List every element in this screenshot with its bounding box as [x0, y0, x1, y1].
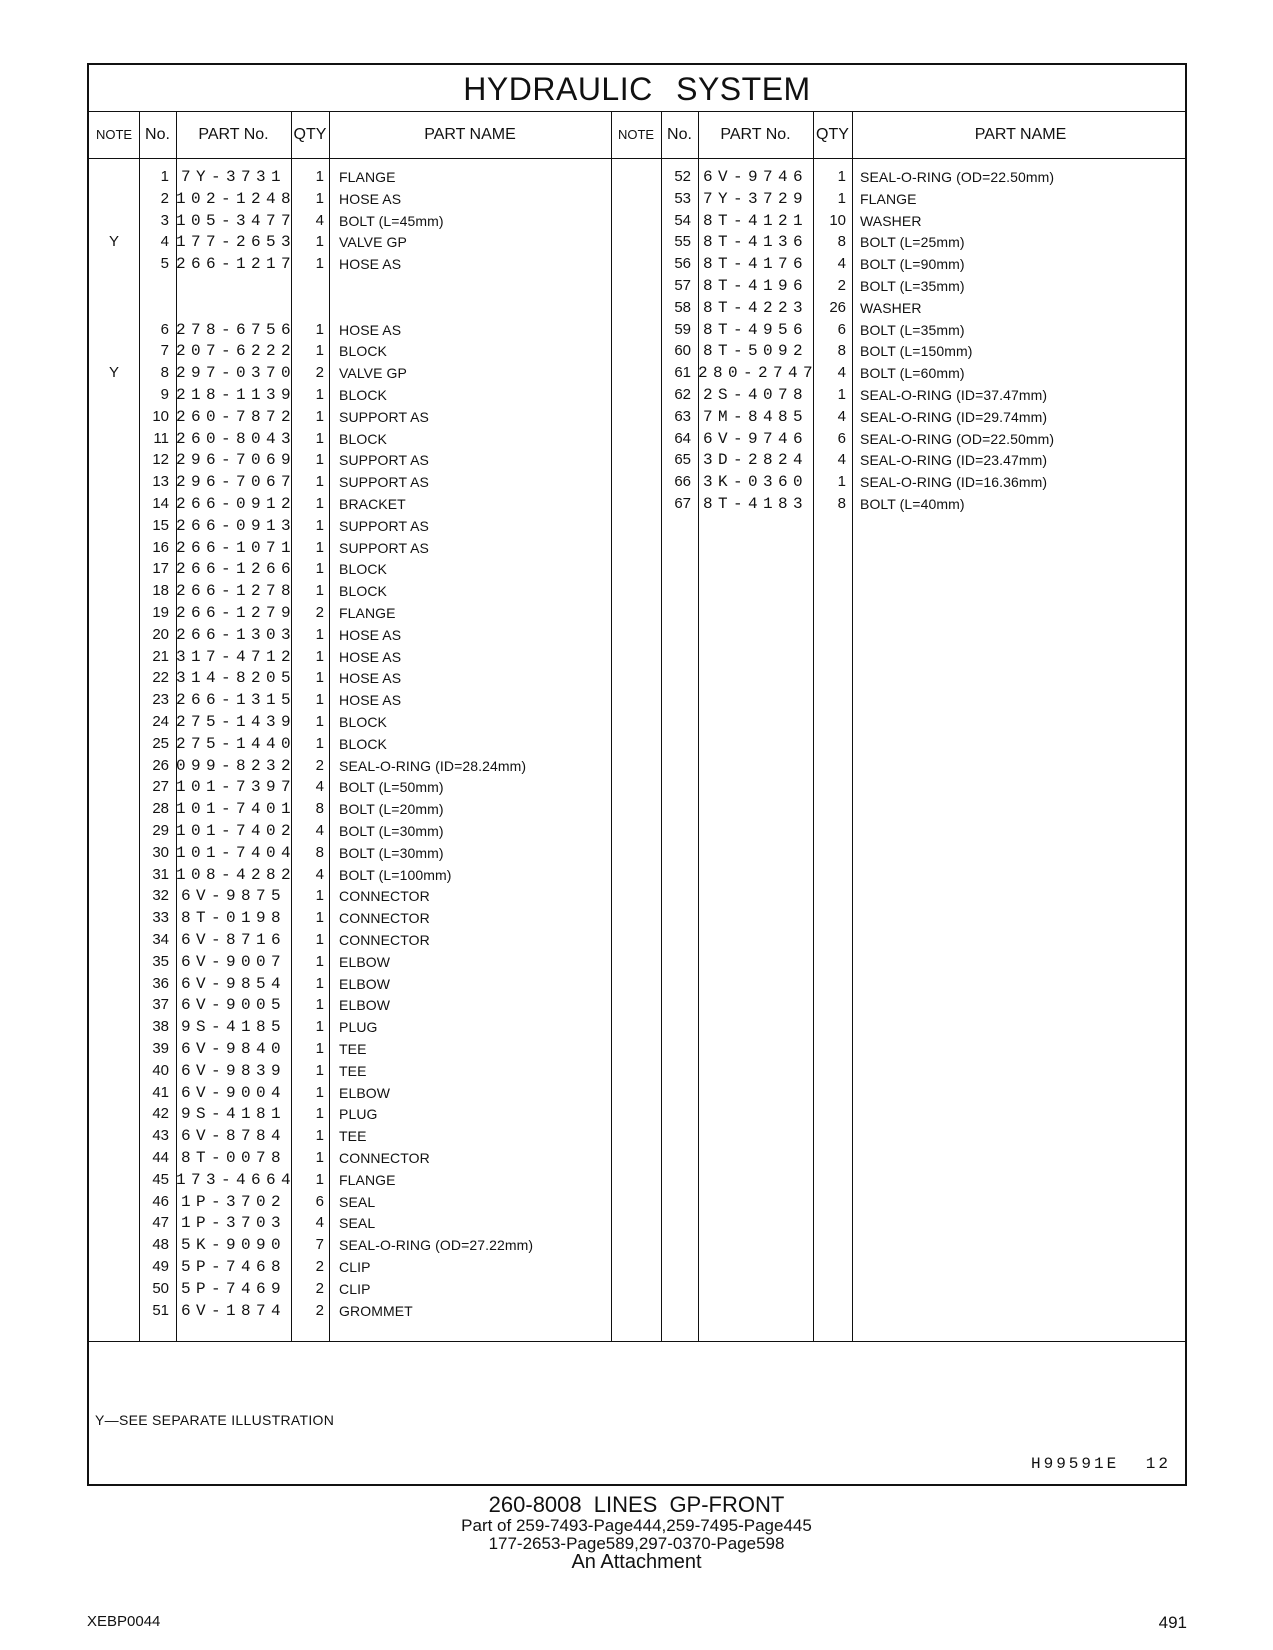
row-item-number: 18	[152, 582, 169, 600]
row-quantity: 1	[315, 974, 324, 992]
row-part-number: 6V-9840	[180, 1040, 286, 1058]
row-part-name: SUPPORT AS	[339, 408, 429, 425]
row-part-number: 102-1248	[176, 189, 297, 208]
divider	[89, 158, 1185, 159]
row-quantity: 1	[315, 495, 324, 512]
row-quantity: 2	[315, 756, 324, 774]
row-part-number: 266-1217	[176, 255, 297, 274]
row-quantity: 8	[837, 233, 846, 251]
row-item-number: 17	[152, 560, 169, 578]
header-qty: QTY	[816, 126, 849, 143]
row-item-number: 54	[674, 211, 691, 229]
row-item-number: 58	[674, 298, 691, 316]
row-quantity: 2	[315, 604, 324, 621]
row-quantity: 4	[315, 822, 324, 839]
row-quantity: 4	[315, 778, 324, 796]
row-item-number: 41	[152, 1083, 169, 1101]
row-part-name: BOLT (L=60mm)	[860, 365, 965, 382]
row-part-number: 8T-4223	[702, 298, 808, 317]
row-part-name: CONNECTOR	[339, 888, 430, 905]
row-part-number: 101-7401	[176, 800, 297, 819]
row-item-number: 42	[152, 1105, 169, 1123]
row-part-name: ELBOW	[339, 953, 391, 970]
row-part-number: 177-2653	[176, 233, 297, 252]
row-part-name: CONNECTOR	[339, 1150, 430, 1166]
row-item-number: 65	[674, 451, 691, 469]
row-part-number: 8T-4136	[702, 233, 808, 252]
row-part-number: 6V-9746	[702, 168, 808, 186]
row-item-number: 28	[152, 800, 169, 818]
row-item-number: 8	[160, 364, 169, 382]
caption-pages: 177-2653-Page589,297-0370-Page598	[488, 1534, 785, 1553]
parts-table-frame	[87, 63, 1187, 1486]
row-part-name: VALVE GP	[339, 234, 407, 251]
row-part-name: SEAL-O-RING (ID=16.36mm)	[860, 474, 1048, 491]
row-item-number: 2	[160, 189, 169, 207]
row-item-number: 20	[152, 625, 169, 643]
row-part-number: 275-1439	[176, 713, 297, 731]
row-item-number: 3	[160, 211, 169, 229]
row-item-number: 40	[152, 1061, 169, 1079]
row-part-number: 2S-4078	[702, 386, 808, 404]
row-part-number: 5K-9090	[180, 1236, 286, 1255]
row-part-number: 296-7069	[176, 451, 297, 470]
row-item-number: 47	[152, 1214, 169, 1232]
row-quantity: 4	[837, 451, 846, 469]
row-part-name: TEE	[339, 1041, 367, 1057]
row-part-name: ELBOW	[339, 1084, 391, 1101]
row-quantity: 1	[315, 451, 324, 469]
row-part-number: 9S-4185	[180, 1018, 286, 1037]
row-quantity: 2	[315, 1301, 324, 1319]
row-item-number: 37	[152, 996, 169, 1014]
row-item-number: 67	[674, 495, 691, 512]
row-part-name: CLIP	[339, 1259, 371, 1275]
header-no: No.	[145, 126, 170, 143]
row-part-number: 6V-9004	[180, 1083, 286, 1102]
row-part-number: 317-4712	[176, 647, 297, 666]
row-quantity: 1	[315, 255, 324, 273]
row-part-name: ELBOW	[339, 997, 391, 1014]
row-part-name: GROMMET	[339, 1302, 413, 1319]
row-item-number: 44	[152, 1149, 169, 1166]
row-part-name: FLANGE	[339, 1171, 396, 1188]
row-quantity: 1	[315, 909, 324, 927]
row-quantity: 4	[315, 865, 324, 883]
row-quantity: 1	[315, 669, 324, 687]
row-item-number: 52	[674, 168, 691, 185]
row-item-number: 9	[160, 386, 169, 403]
row-item-number: 32	[152, 887, 169, 905]
row-item-number: 31	[152, 865, 169, 883]
row-part-number: 266-1071	[176, 538, 297, 557]
row-quantity: 1	[315, 1105, 324, 1123]
row-part-number: 296-7067	[176, 473, 297, 492]
row-part-name: SUPPORT AS	[339, 539, 429, 556]
row-item-number: 4	[160, 233, 169, 251]
row-part-name: HOSE AS	[339, 648, 402, 665]
row-part-name: BLOCK	[339, 343, 387, 360]
row-item-number: 56	[674, 255, 691, 273]
row-quantity: 1	[315, 734, 324, 752]
header-note: NOTE	[617, 127, 655, 142]
row-part-name: BOLT (L=90mm)	[860, 256, 965, 273]
row-part-name: BOLT (L=150mm)	[860, 343, 973, 360]
row-item-number: 14	[152, 495, 169, 512]
row-quantity: 1	[315, 342, 324, 360]
header-part-no: PART No.	[720, 126, 791, 143]
row-part-name: FLANGE	[339, 169, 396, 185]
row-part-number: 9S-4181	[180, 1105, 286, 1124]
row-part-number: 7Y-3729	[702, 189, 808, 208]
row-item-number: 64	[674, 429, 691, 447]
row-part-name: PLUG	[339, 1106, 378, 1123]
row-item-number: 66	[674, 473, 691, 491]
row-part-name: HOSE AS	[339, 256, 402, 273]
row-item-number: 24	[152, 713, 169, 730]
row-item-number: 46	[152, 1192, 169, 1210]
row-quantity: 6	[837, 320, 846, 338]
row-part-name: SEAL-O-RING (OD=22.50mm)	[860, 430, 1055, 447]
row-quantity: 1	[315, 713, 324, 730]
row-part-name: SUPPORT AS	[339, 474, 429, 491]
divider	[89, 1341, 1185, 1342]
row-item-number: 7	[160, 342, 169, 360]
row-part-number: 108-4282	[176, 865, 297, 884]
document-code: XEBP0044	[87, 1613, 161, 1630]
row-quantity: 1	[837, 189, 846, 207]
row-part-number: 101-7402	[176, 822, 297, 840]
row-part-number: 275-1440	[176, 734, 297, 753]
row-item-number: 51	[152, 1301, 169, 1319]
row-item-number: 12	[152, 451, 169, 469]
row-part-number: 260-7872	[176, 407, 297, 426]
row-quantity: 2	[315, 364, 324, 382]
row-item-number: 22	[152, 669, 169, 687]
row-item-number: 26	[152, 756, 169, 774]
row-part-name: HOSE AS	[339, 626, 402, 643]
row-part-number: 314-8205	[176, 669, 297, 688]
row-item-number: 29	[152, 822, 169, 839]
row-item-number: 36	[152, 974, 169, 992]
row-quantity: 1	[315, 189, 324, 207]
page-number: 491	[1158, 1613, 1187, 1632]
row-item-number: 61	[674, 364, 691, 382]
row-part-name: ELBOW	[339, 975, 391, 992]
row-part-name: BOLT (L=25mm)	[860, 234, 965, 251]
row-part-name: FLANGE	[860, 190, 917, 207]
row-item-number: 21	[152, 647, 169, 665]
row-quantity: 1	[315, 429, 324, 447]
row-quantity: 1	[315, 473, 324, 491]
row-part-name: BOLT (L=35mm)	[860, 278, 965, 294]
row-part-name: BLOCK	[339, 430, 387, 447]
row-part-name: SEAL-O-RING (ID=28.24mm)	[339, 757, 527, 774]
row-quantity: 1	[315, 952, 324, 970]
row-item-number: 1	[160, 168, 169, 185]
row-part-number: 278-6756	[176, 320, 297, 339]
row-part-name: BOLT (L=30mm)	[339, 844, 444, 861]
row-part-name: SEAL-O-RING (OD=22.50mm)	[860, 169, 1055, 185]
row-item-number: 50	[152, 1279, 169, 1297]
row-quantity: 6	[315, 1192, 324, 1210]
row-part-name: CONNECTOR	[339, 910, 430, 927]
row-part-number: 207-6222	[176, 342, 297, 361]
row-item-number: 45	[152, 1170, 169, 1188]
row-quantity: 4	[315, 211, 324, 229]
row-quantity: 1	[315, 582, 324, 600]
row-quantity: 1	[315, 647, 324, 665]
row-quantity: 1	[315, 320, 324, 338]
row-part-number: 8T-5092	[702, 342, 808, 361]
row-part-name: SEAL-O-RING (ID=23.47mm)	[860, 452, 1048, 469]
row-part-number: 266-0912	[176, 495, 297, 513]
reference-code: H99591E 12	[1030, 1455, 1171, 1473]
row-part-name: BOLT (L=50mm)	[339, 779, 444, 796]
row-part-name: BOLT (L=40mm)	[860, 496, 965, 512]
row-part-number: 218-1139	[176, 386, 297, 404]
row-quantity: 1	[315, 996, 324, 1014]
row-item-number: 35	[152, 952, 169, 970]
row-item-number: 48	[152, 1236, 169, 1254]
page-title: HYDRAULIC SYSTEM	[463, 71, 811, 107]
row-quantity: 1	[315, 516, 324, 534]
row-part-name: WASHER	[860, 212, 922, 229]
row-part-name: BOLT (L=35mm)	[860, 321, 965, 338]
caption-attachment: An Attachment	[571, 1551, 702, 1573]
row-part-number: 3D-2824	[702, 451, 808, 470]
row-quantity: 2	[315, 1258, 324, 1275]
row-item-number: 43	[152, 1127, 169, 1145]
row-part-number: 101-7404	[176, 843, 297, 862]
row-item-number: 60	[674, 342, 691, 360]
row-item-number: 39	[152, 1040, 169, 1057]
row-quantity: 1	[315, 691, 324, 709]
row-part-number: 7Y-3731	[180, 168, 286, 186]
column-divider	[611, 111, 612, 1341]
row-part-name: PLUG	[339, 1019, 378, 1036]
row-part-number: 3K-0360	[702, 473, 808, 492]
row-note: Y	[108, 233, 119, 251]
row-part-number: 1P-3702	[180, 1192, 286, 1211]
row-part-name: CONNECTOR	[339, 932, 430, 948]
row-quantity: 10	[829, 211, 846, 229]
row-part-number: 5P-7468	[180, 1258, 286, 1276]
row-quantity: 1	[315, 1170, 324, 1188]
row-item-number: 53	[674, 189, 691, 207]
row-quantity: 7	[315, 1236, 324, 1254]
row-part-number: 260-8043	[176, 429, 297, 448]
row-part-number: 6V-9005	[180, 996, 286, 1015]
row-quantity: 1	[315, 1149, 324, 1166]
row-quantity: 2	[315, 1279, 324, 1297]
row-quantity: 1	[315, 625, 324, 643]
row-part-number: 6V-8784	[180, 1127, 286, 1146]
row-item-number: 15	[152, 516, 169, 534]
row-part-name: BLOCK	[339, 735, 387, 752]
row-part-name: SEAL-O-RING (ID=29.74mm)	[860, 408, 1048, 425]
row-part-name: BOLT (L=30mm)	[339, 823, 444, 839]
row-item-number: 34	[152, 931, 169, 948]
row-part-name: SEAL	[339, 1193, 376, 1210]
row-item-number: 19	[152, 604, 169, 621]
caption-part-of: Part of 259-7493-Page444,259-7495-Page445	[461, 1516, 812, 1535]
row-item-number: 13	[152, 473, 169, 491]
row-part-name: BOLT (L=100mm)	[339, 866, 452, 883]
row-part-number: 266-1266	[176, 560, 297, 579]
row-part-name: BLOCK	[339, 714, 387, 730]
header-part-no: PART No.	[198, 126, 269, 143]
row-quantity: 1	[315, 168, 324, 185]
row-part-number: 099-8232	[176, 756, 297, 775]
row-part-name: CLIP	[339, 1280, 371, 1297]
row-item-number: 5	[160, 255, 169, 273]
row-item-number: 63	[674, 407, 691, 425]
row-part-number: 6V-8716	[180, 931, 286, 949]
row-quantity: 8	[837, 342, 846, 360]
row-quantity: 1	[315, 407, 324, 425]
header-note: NOTE	[95, 127, 133, 142]
row-part-name: HOSE AS	[339, 692, 402, 709]
row-item-number: 6	[160, 320, 169, 338]
row-part-name: SEAL-O-RING (ID=37.47mm)	[860, 387, 1048, 403]
row-item-number: 11	[153, 429, 169, 447]
row-part-name: TEE	[339, 1062, 367, 1079]
row-quantity: 1	[315, 1127, 324, 1145]
row-note: Y	[108, 364, 119, 382]
row-part-number: 297-0370	[176, 364, 297, 383]
row-part-number: 6V-9854	[180, 974, 286, 993]
row-part-name: BLOCK	[339, 387, 387, 403]
row-quantity: 1	[315, 1083, 324, 1101]
row-item-number: 25	[152, 734, 169, 752]
row-quantity: 1	[315, 538, 324, 556]
row-item-number: 57	[674, 277, 691, 294]
row-part-name: BOLT (L=45mm)	[339, 212, 444, 229]
row-part-number: 5P-7469	[180, 1279, 286, 1298]
row-part-number: 1P-3703	[180, 1214, 286, 1233]
row-part-number: 280-2747	[698, 364, 819, 383]
row-quantity: 1	[315, 931, 324, 948]
row-part-name: HOSE AS	[339, 670, 402, 687]
row-quantity: 4	[315, 1214, 324, 1232]
row-item-number: 49	[152, 1258, 169, 1275]
row-part-number: 266-1278	[176, 582, 297, 601]
row-part-number: 266-1315	[176, 691, 297, 710]
row-part-number: 6V-9839	[180, 1061, 286, 1080]
row-quantity: 4	[837, 364, 846, 382]
row-quantity: 8	[315, 800, 324, 818]
row-part-number: 101-7397	[176, 778, 297, 797]
row-part-name: BLOCK	[339, 561, 387, 578]
row-item-number: 38	[152, 1018, 169, 1036]
header-qty: QTY	[293, 126, 327, 143]
row-quantity: 1	[315, 1040, 324, 1057]
row-part-name: WASHER	[860, 299, 922, 316]
row-item-number: 33	[152, 909, 169, 927]
row-quantity: 1	[315, 1061, 324, 1079]
row-item-number: 59	[674, 320, 691, 338]
row-quantity: 1	[315, 560, 324, 578]
row-item-number: 10	[152, 407, 169, 425]
row-part-number: 173-4664	[176, 1170, 297, 1189]
row-part-number: 266-1279	[176, 604, 297, 622]
row-part-name: BOLT (L=20mm)	[339, 801, 444, 818]
row-part-number: 6V-9875	[180, 887, 286, 906]
row-part-number: 8T-4121	[702, 211, 808, 230]
row-quantity: 6	[837, 429, 846, 447]
row-part-name: HOSE AS	[339, 190, 402, 207]
row-part-name: SUPPORT AS	[339, 452, 429, 469]
row-part-number: 105-3477	[176, 211, 297, 230]
row-part-name: SUPPORT AS	[339, 517, 429, 534]
row-quantity: 1	[837, 168, 846, 185]
row-quantity: 8	[315, 843, 324, 861]
row-part-name: VALVE GP	[339, 365, 407, 382]
row-part-name: BRACKET	[339, 496, 406, 512]
row-quantity: 1	[837, 386, 846, 403]
row-part-number: 7M-8485	[702, 407, 808, 426]
row-quantity: 4	[837, 255, 846, 273]
row-quantity: 2	[837, 277, 846, 294]
row-part-name: TEE	[339, 1128, 367, 1145]
row-quantity: 1	[315, 887, 324, 905]
row-item-number: 55	[674, 233, 691, 251]
row-item-number: 23	[152, 691, 169, 709]
row-part-number: 266-1303	[176, 625, 297, 644]
header-no: No.	[667, 126, 692, 143]
row-part-number: 8T-0198	[180, 909, 286, 928]
row-quantity: 1	[315, 386, 324, 403]
header-part-name: PART NAME	[424, 126, 516, 143]
row-quantity: 8	[837, 495, 846, 512]
row-part-number: 8T-4956	[702, 320, 808, 339]
legend-note: Y—SEE SEPARATE ILLUSTRATION	[95, 1412, 335, 1428]
row-part-number: 6V-9007	[180, 952, 286, 971]
row-part-name: FLANGE	[339, 605, 396, 621]
row-item-number: 27	[152, 778, 169, 796]
row-quantity: 1	[315, 1018, 324, 1036]
column-divider	[852, 111, 853, 1341]
row-quantity: 1	[315, 233, 324, 251]
row-part-number: 266-0913	[176, 516, 297, 535]
column-divider	[329, 111, 330, 1341]
row-part-number: 6V-1874	[180, 1301, 286, 1320]
row-part-name: SEAL	[339, 1215, 376, 1232]
row-quantity: 26	[829, 298, 846, 316]
caption-title: 260-8008 LINES GP-FRONT	[488, 1492, 785, 1517]
row-part-number: 8T-4183	[702, 495, 808, 513]
row-item-number: 30	[152, 843, 169, 861]
row-quantity: 4	[837, 407, 846, 425]
row-part-number: 8T-4176	[702, 255, 808, 274]
row-quantity: 1	[837, 473, 846, 491]
row-item-number: 16	[152, 538, 169, 556]
row-part-number: 8T-4196	[702, 277, 808, 295]
row-part-name: HOSE AS	[339, 321, 402, 338]
row-item-number: 62	[674, 386, 691, 403]
row-part-number: 8T-0078	[180, 1149, 286, 1167]
row-part-name: BLOCK	[339, 583, 387, 600]
row-part-name: SEAL-O-RING (OD=27.22mm)	[339, 1237, 534, 1254]
row-part-number: 6V-9746	[702, 429, 808, 448]
header-part-name: PART NAME	[974, 126, 1067, 143]
